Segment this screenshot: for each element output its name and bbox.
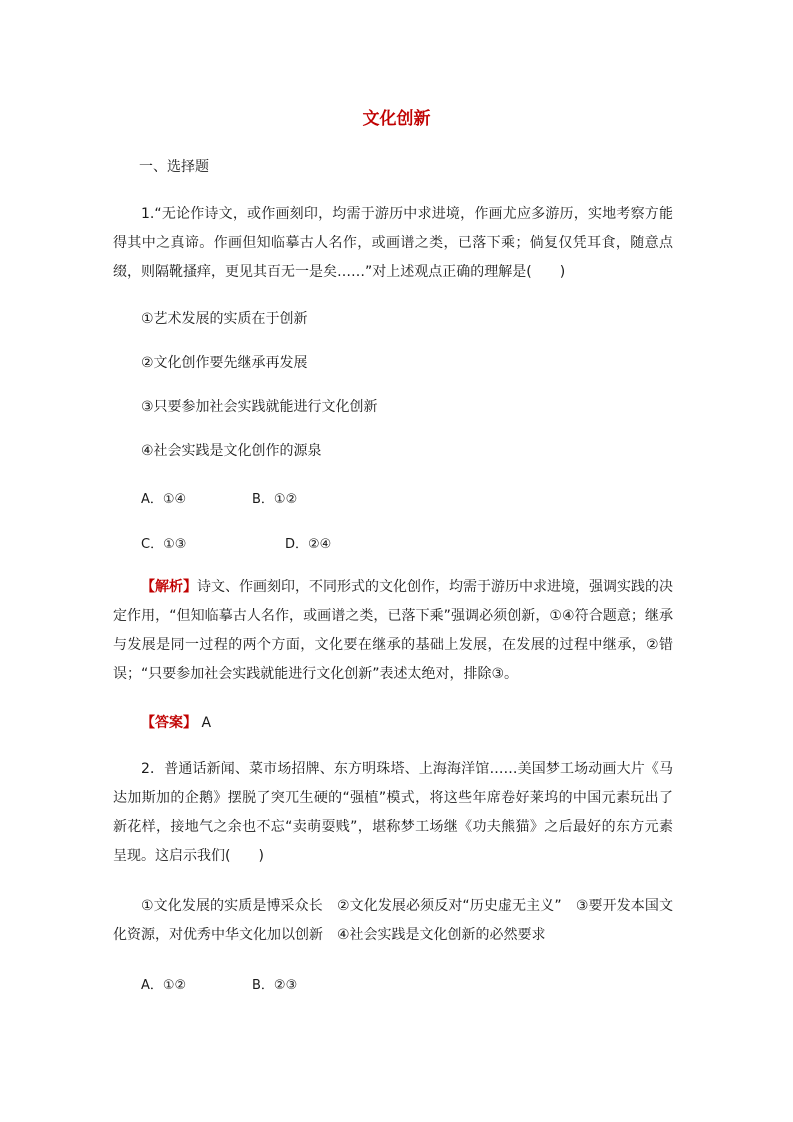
q2-items: ①文化发展的实质是博采众长 ②文化发展必须反对“历史虚无主义” ③要开发本国文化资源，对优秀中华文化加以创新 ④社会实践是文化创新的必然要求 (113, 898, 673, 943)
answer-label: 【答案】 (141, 715, 197, 731)
q1-item-4: ④社会实践是文化创作的源泉 (141, 443, 322, 459)
q1-option-b: B．①② (252, 492, 298, 507)
q1-option-c: C．①③ (141, 537, 187, 552)
q1-item-3: ③只要参加社会实践就能进行文化创新 (141, 399, 378, 415)
analysis-label: 【解析】 (141, 579, 197, 595)
q2-option-a: A．①② (141, 978, 187, 993)
analysis-text: 诗文、作画刻印，不同形式的文化创作，均需于游历中求进境，强调实践的决定作用，“但知临摹古人名作，或画谱之类，已落下乘”强调必须创新，①④符合题意；继承与发展是同一过程的两个方面，文化要在继承的基础上发展，在发展的过程中继承，②错误；“只要参加社会实践就能进行文化创新”表述太绝对，排除③。 (113, 579, 673, 682)
q1-option-d: D．②④ (285, 537, 332, 552)
q1-answer (141, 713, 211, 733)
question-2-stem: 2．普通话新闻、菜市场招牌、东方明珠塔、上海海洋馆……美国梦工场动画大片《马达加斯加的企鹅》摆脱了突兀生硬的“强植”模式，将这些年席卷好莱坞的中国元素玩出了新花样，接地气之余也不忘“卖萌耍贱”，堪称梦工场继《功夫熊猫》之后最好的东方元素呈现。这启示我们( ) (113, 761, 673, 864)
answer-value: A (201, 715, 212, 731)
document-title: 文化创新 (362, 109, 431, 129)
section-heading: 一、选择题 (139, 159, 209, 175)
q1-analysis (113, 573, 673, 689)
q2-option-b: B．②③ (252, 978, 298, 993)
q1-option-a: A．①④ (141, 492, 187, 507)
q1-item-1: ①艺术发展的实质在于创新 (141, 311, 308, 327)
q1-item-2: ②文化创作要先继承再发展 (141, 355, 308, 371)
question-1-stem: 1.“无论作诗文，或作画刻印，均需于游历中求进境，作画尤应多游历，实地考察方能得其中之真谛。作画但知临摹古人名作，或画谱之类，已落下乘；倘复仅凭耳食，随意点缀，则隔靴搔痒，更见其百无一是矣……”对上述观点正确的理解是( ) (113, 206, 673, 280)
